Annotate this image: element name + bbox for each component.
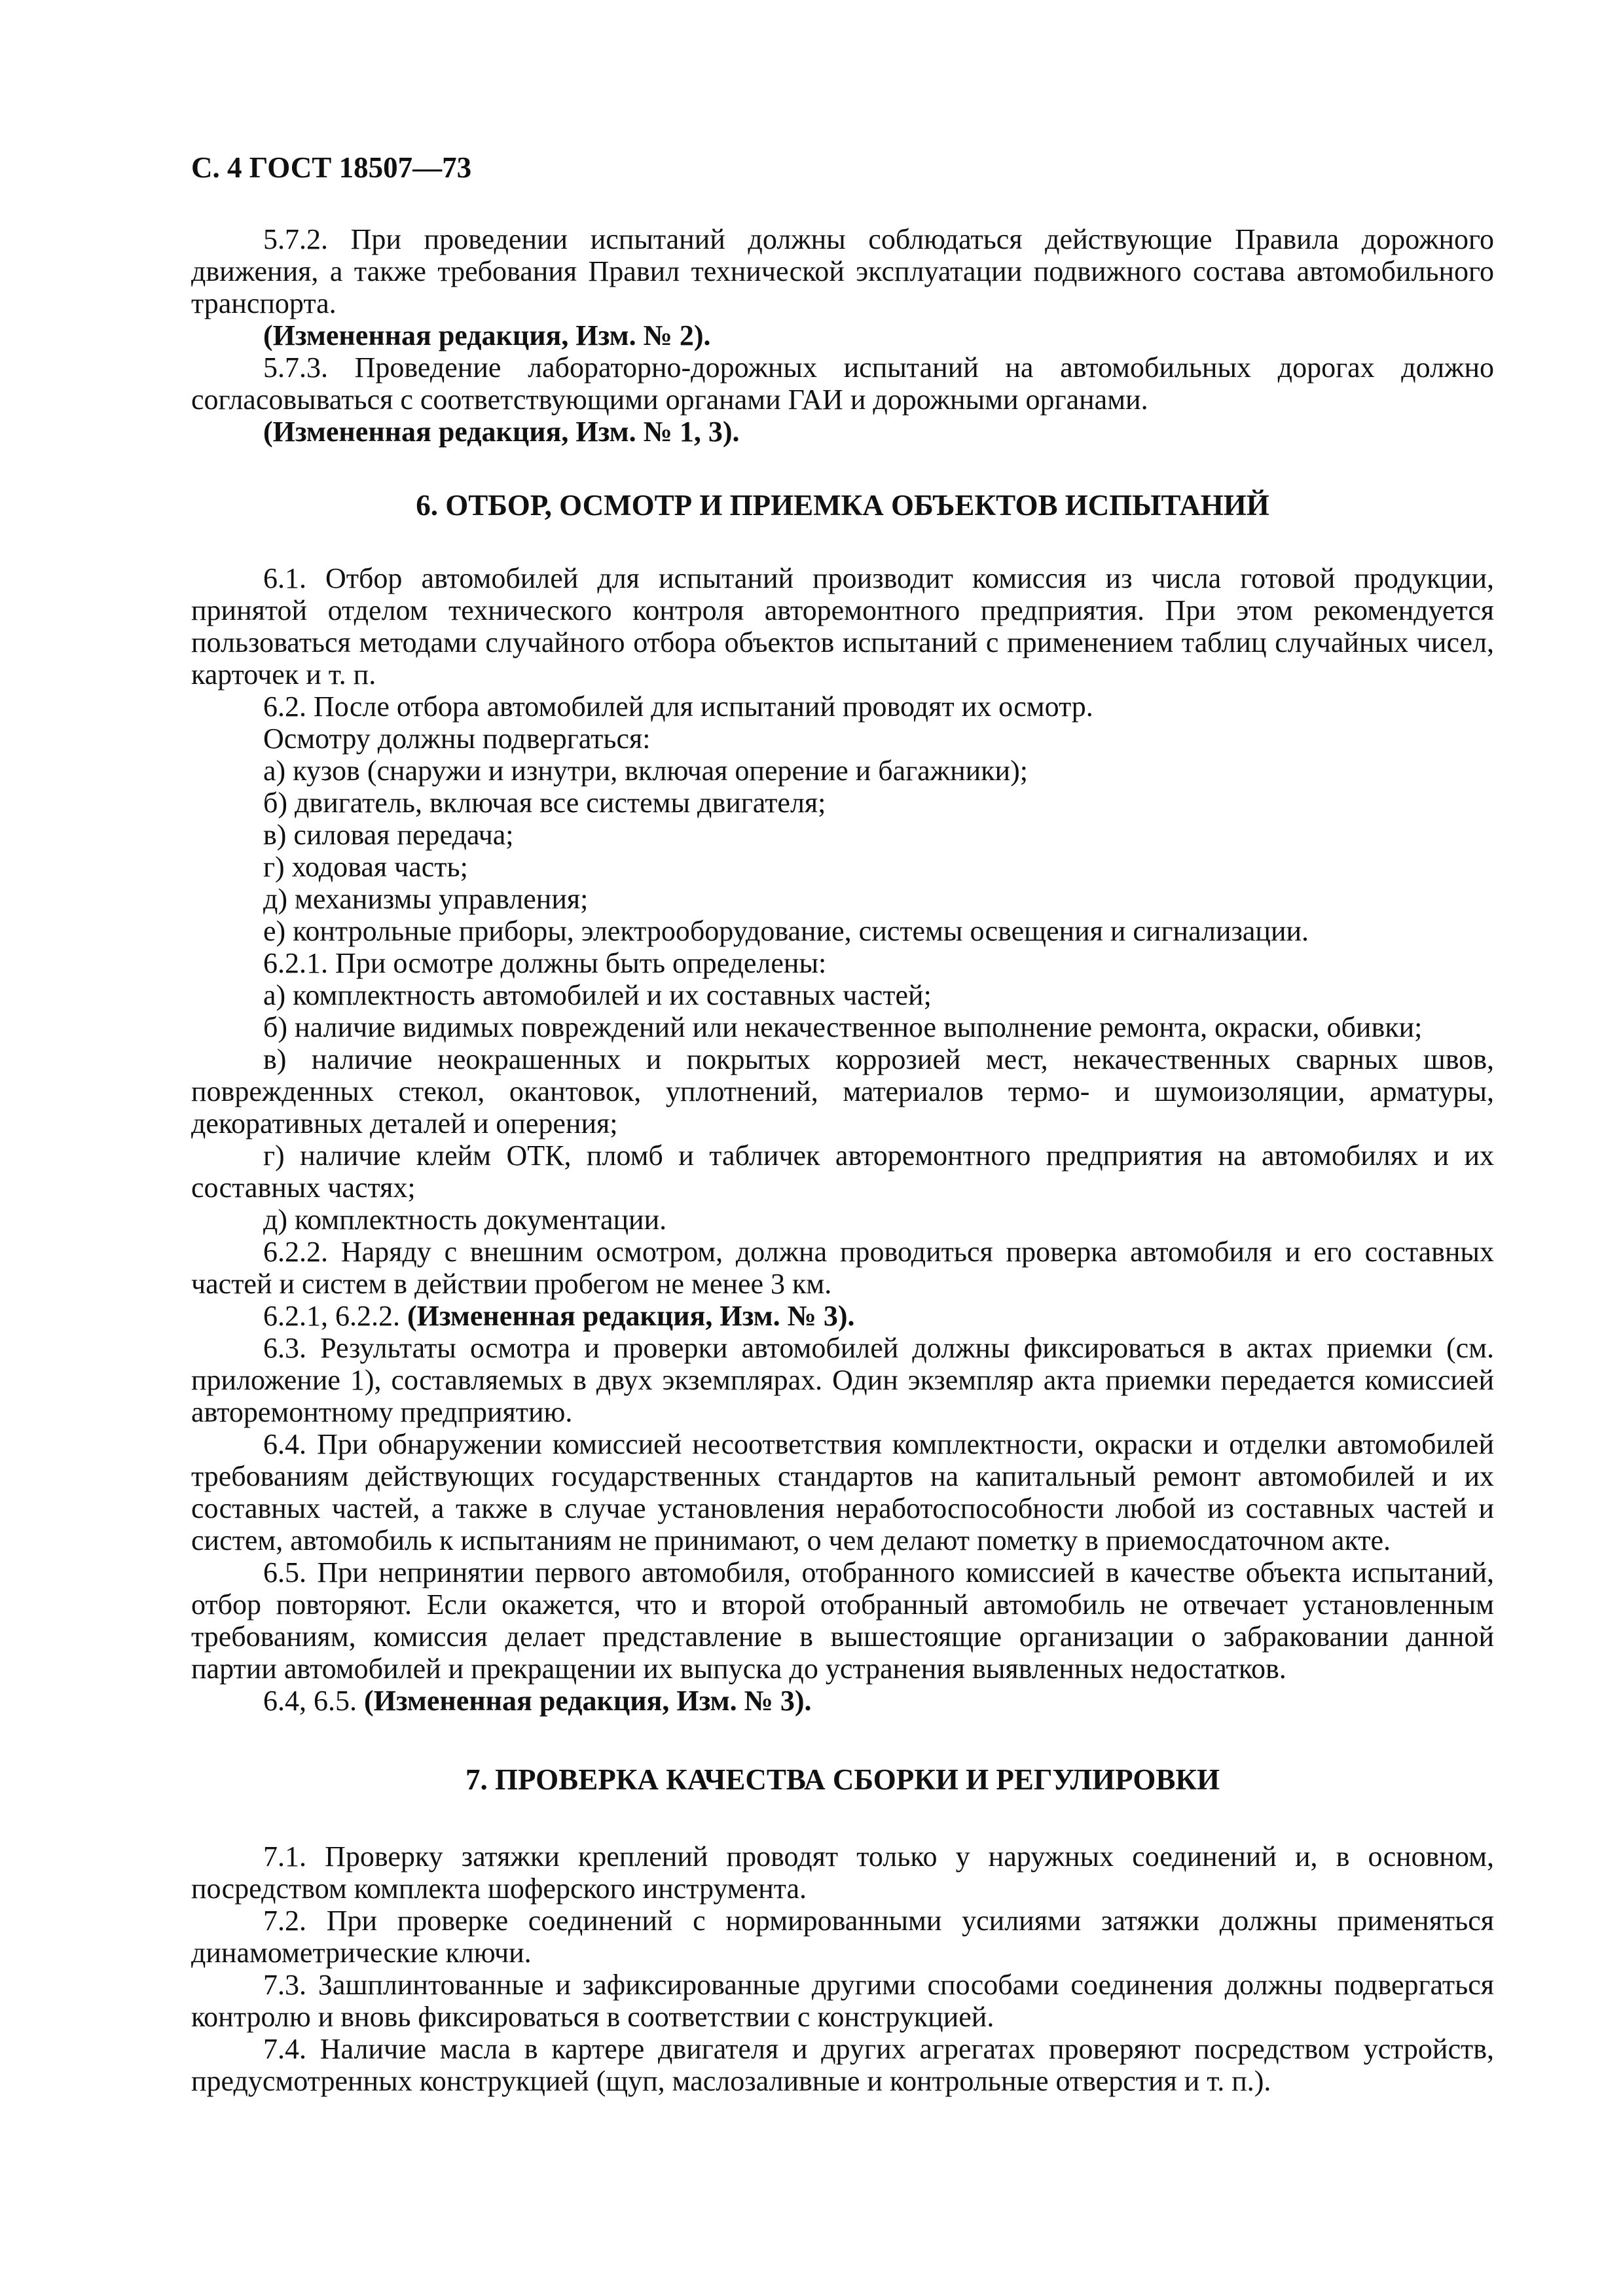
clause-6-5: 6.5. При непринятии первого автомобиля, отобранного комиссией в качестве объекта испытаний, отбор повторяют. Если окажется, что и второй отобранный автомобиль не отвечает установленным требованиям, комиссия делает представление в вышестоящие организации о забраковании данной партии автомобилей и прекращении их выпуска до устранения выявленных недостатков.: [191, 1556, 1494, 1685]
list-item: а) кузов (снаружи и изнутри, включая оперение и багажники);: [263, 755, 1028, 787]
amendment-note: (Измененная редакция, Изм. № 3).: [407, 1300, 855, 1332]
clause-7-4: 7.4. Наличие масла в картере двигателя и других агрегатах проверяют посредством устройств, предусмотренных конструкцией (щуп, маслозаливные и контрольные отверстия и т. п.).: [191, 2033, 1494, 2097]
amendment-note: (Измененная редакция, Изм. № 3).: [364, 1685, 812, 1717]
list-item: г) наличие клейм ОТК, пломб и табличек авторемонтного предприятия на автомобилях и их составных частях;: [191, 1139, 1494, 1204]
list-item: г) ходовая часть;: [263, 851, 468, 883]
section-6-title: 6. ОТБОР, ОСМОТР И ПРИЕМКА ОБЪЕКТОВ ИСПЫТАНИЙ: [416, 489, 1269, 522]
amendment-ref: 6.4, 6.5.: [263, 1685, 357, 1717]
clause-6-2: 6.2. После отбора автомобилей для испытаний проводят их осмотр.: [263, 691, 1093, 723]
clause-5-7-2: 5.7.2. При проведении испытаний должны соблюдаться действующие Правила дорожного движения, а также требования Правил технической эксплуатации подвижного состава автомобильного транспорта.: [191, 223, 1494, 319]
clause-7-1: 7.1. Проверку затяжки креплений проводят только у наружных соединений и, в основном, посредством комплекта шоферского инструмента.: [191, 1840, 1494, 1905]
section-7-title: 7. ПРОВЕРКА КАЧЕСТВА СБОРКИ И РЕГУЛИРОВКИ: [465, 1763, 1220, 1796]
clause-6-2-2: 6.2.2. Наряду с внешним осмотром, должна проводиться проверка автомобиля и его составных частей и систем в действии пробегом не менее 3 км.: [191, 1236, 1494, 1300]
list-item: б) наличие видимых повреждений или некачественное выполнение ремонта, окраски, обивки;: [263, 1011, 1423, 1043]
amendment-ref: 6.2.1, 6.2.2.: [263, 1300, 400, 1332]
amendment-line: [191, 1685, 1494, 1717]
list-item: е) контрольные приборы, электрооборудование, системы освещения и сигнализации.: [263, 915, 1309, 947]
clause-6-4: 6.4. При обнаружении комиссией несоответствия комплектности, окраски и отделки автомобилей требованиям действующих государственных стандартов на капитальный ремонт автомобилей и их составных частей, а также в случае установления неработоспособности любой из составных частей и систем, автомобиль к испытаниям не принимают, о чем делают пометку в приемосдаточном акте.: [191, 1428, 1494, 1556]
clause-5-7-3: 5.7.3. Проведение лабораторно-дорожных испытаний на автомобильных дорогах должно согласовываться с соответствующими органами ГАИ и дорожными органами.: [191, 351, 1494, 416]
list-item: в) наличие неокрашенных и покрытых коррозией мест, некачественных сварных швов, поврежденных стекол, окантовок, уплотнений, материалов термо- и шумоизоляции, арматуры, декоративных деталей и оперения;: [191, 1043, 1494, 1139]
amendment-line: [191, 1300, 1494, 1332]
clause-6-2-1: 6.2.1. При осмотре должны быть определены:: [263, 947, 827, 979]
list-item: д) механизмы управления;: [263, 883, 589, 915]
clause-7-2: 7.2. При проверке соединений с нормированными усилиями затяжки должны применяться динамометрические ключи.: [191, 1905, 1494, 1969]
list-item: а) комплектность автомобилей и их составных частей;: [263, 979, 932, 1011]
clause-6-2-intro: Осмотру должны подвергаться:: [263, 723, 651, 755]
clause-7-3: 7.3. Зашплинтованные и зафиксированные другими способами соединения должны подвергаться контролю и вновь фиксироваться в соответствии с конструкцией.: [191, 1969, 1494, 2033]
amendment-note: (Измененная редакция, Изм. № 2).: [263, 319, 711, 351]
page-header: С. 4 ГОСТ 18507—73: [191, 151, 472, 184]
amendment-note: (Измененная редакция, Изм. № 1, 3).: [263, 416, 740, 448]
list-item: д) комплектность документации.: [263, 1204, 667, 1236]
clause-6-1: 6.1. Отбор автомобилей для испытаний производит комиссия из числа готовой продукции, принятой отделом технического контроля авторемонтного предприятия. При этом рекомендуется пользоваться методами случайного отбора объектов испытаний с применением таблиц случайных чисел, карточек и т. п.: [191, 562, 1494, 691]
list-item: б) двигатель, включая все системы двигателя;: [263, 787, 826, 819]
clause-6-3: 6.3. Результаты осмотра и проверки автомобилей должны фиксироваться в актах приемки (см. приложение 1), составляемых в двух экземплярах. Один экземпляр акта приемки передается комиссией авторемонтному предприятию.: [191, 1332, 1494, 1428]
list-item: в) силовая передача;: [263, 819, 514, 851]
page-content: [191, 152, 1494, 2097]
